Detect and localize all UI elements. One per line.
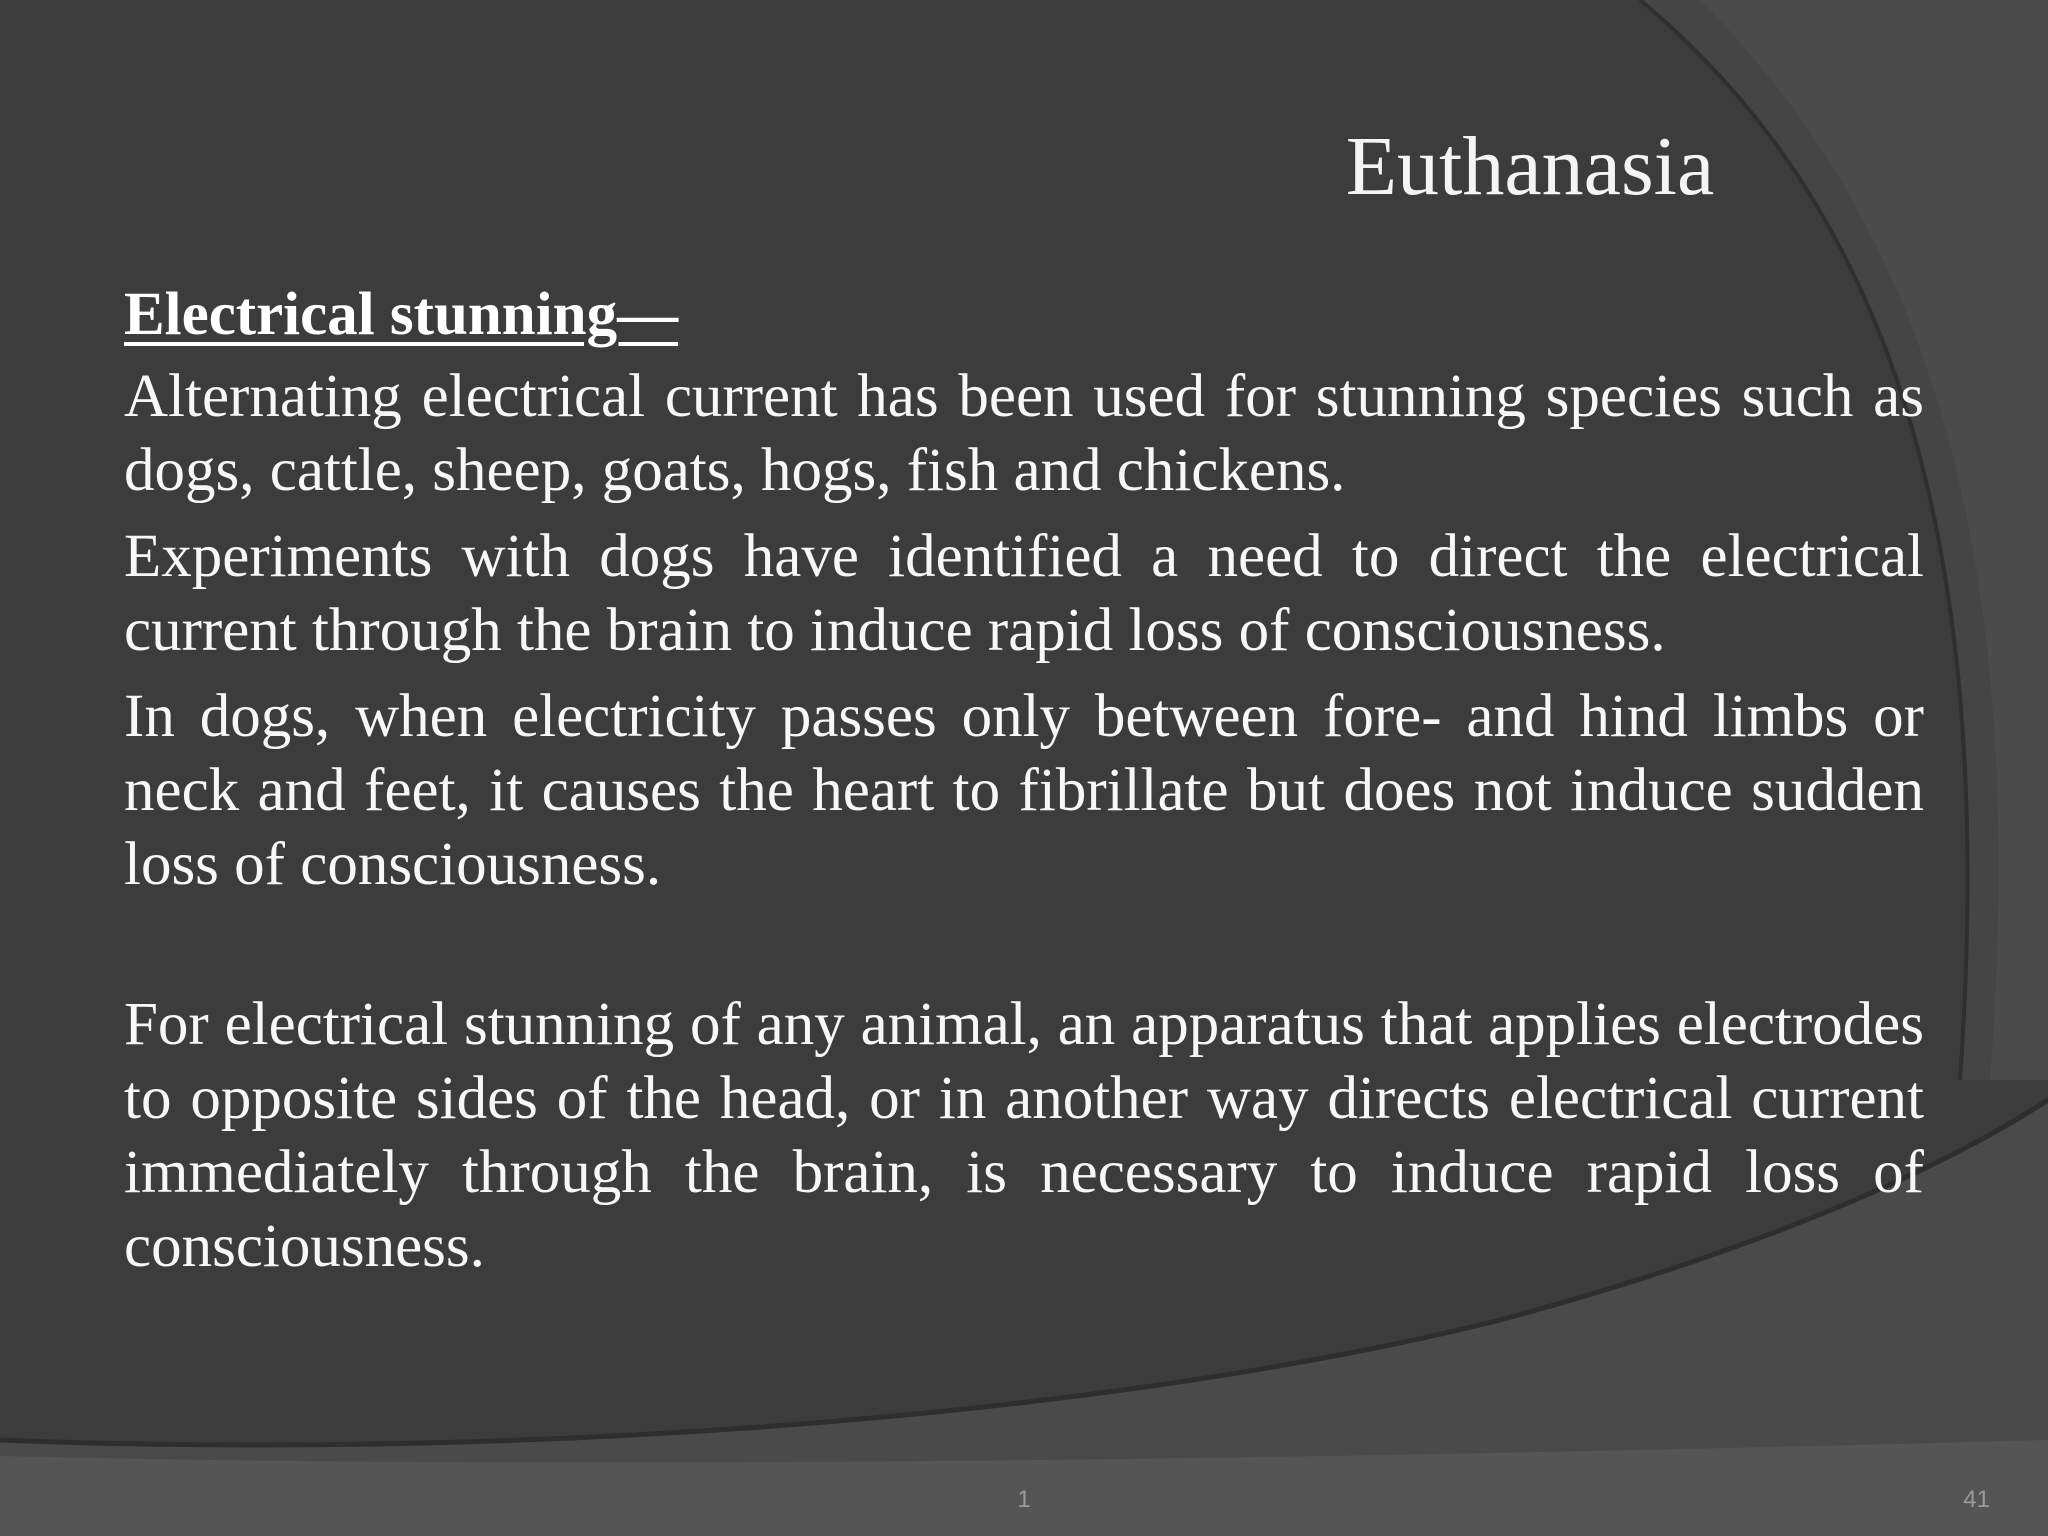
slide-number: 41 [1963,1486,1990,1513]
paragraph-4: For electrical stunning of any animal, an apparatus that applies electrodes to opposite sides of the head, or in another way directs electrical current immediately through the brain, is necessary to induce rapid loss of consciousness. [124,991,1924,1280]
paragraph-3: In dogs, when electricity passes only between fore- and hind limbs or neck and feet, it causes the heart to fibrillate but does not induce sudden loss of consciousness. [124,683,1924,898]
paragraph-1: Alternating electrical current has been used for stunning species such as dogs, cattle, sheep, goats, hogs, fish and chickens. [124,363,1924,504]
footer-center-number: 1 [1017,1486,1031,1513]
section-heading: Electrical stunning— [124,281,679,348]
paragraph-2: Experiments with dogs have identified a need to direct the electrical current through the brain to induce rapid loss of consciousness. [124,523,1924,664]
slide-body [124,278,1924,1296]
slide-title: Euthanasia [1345,120,1715,213]
